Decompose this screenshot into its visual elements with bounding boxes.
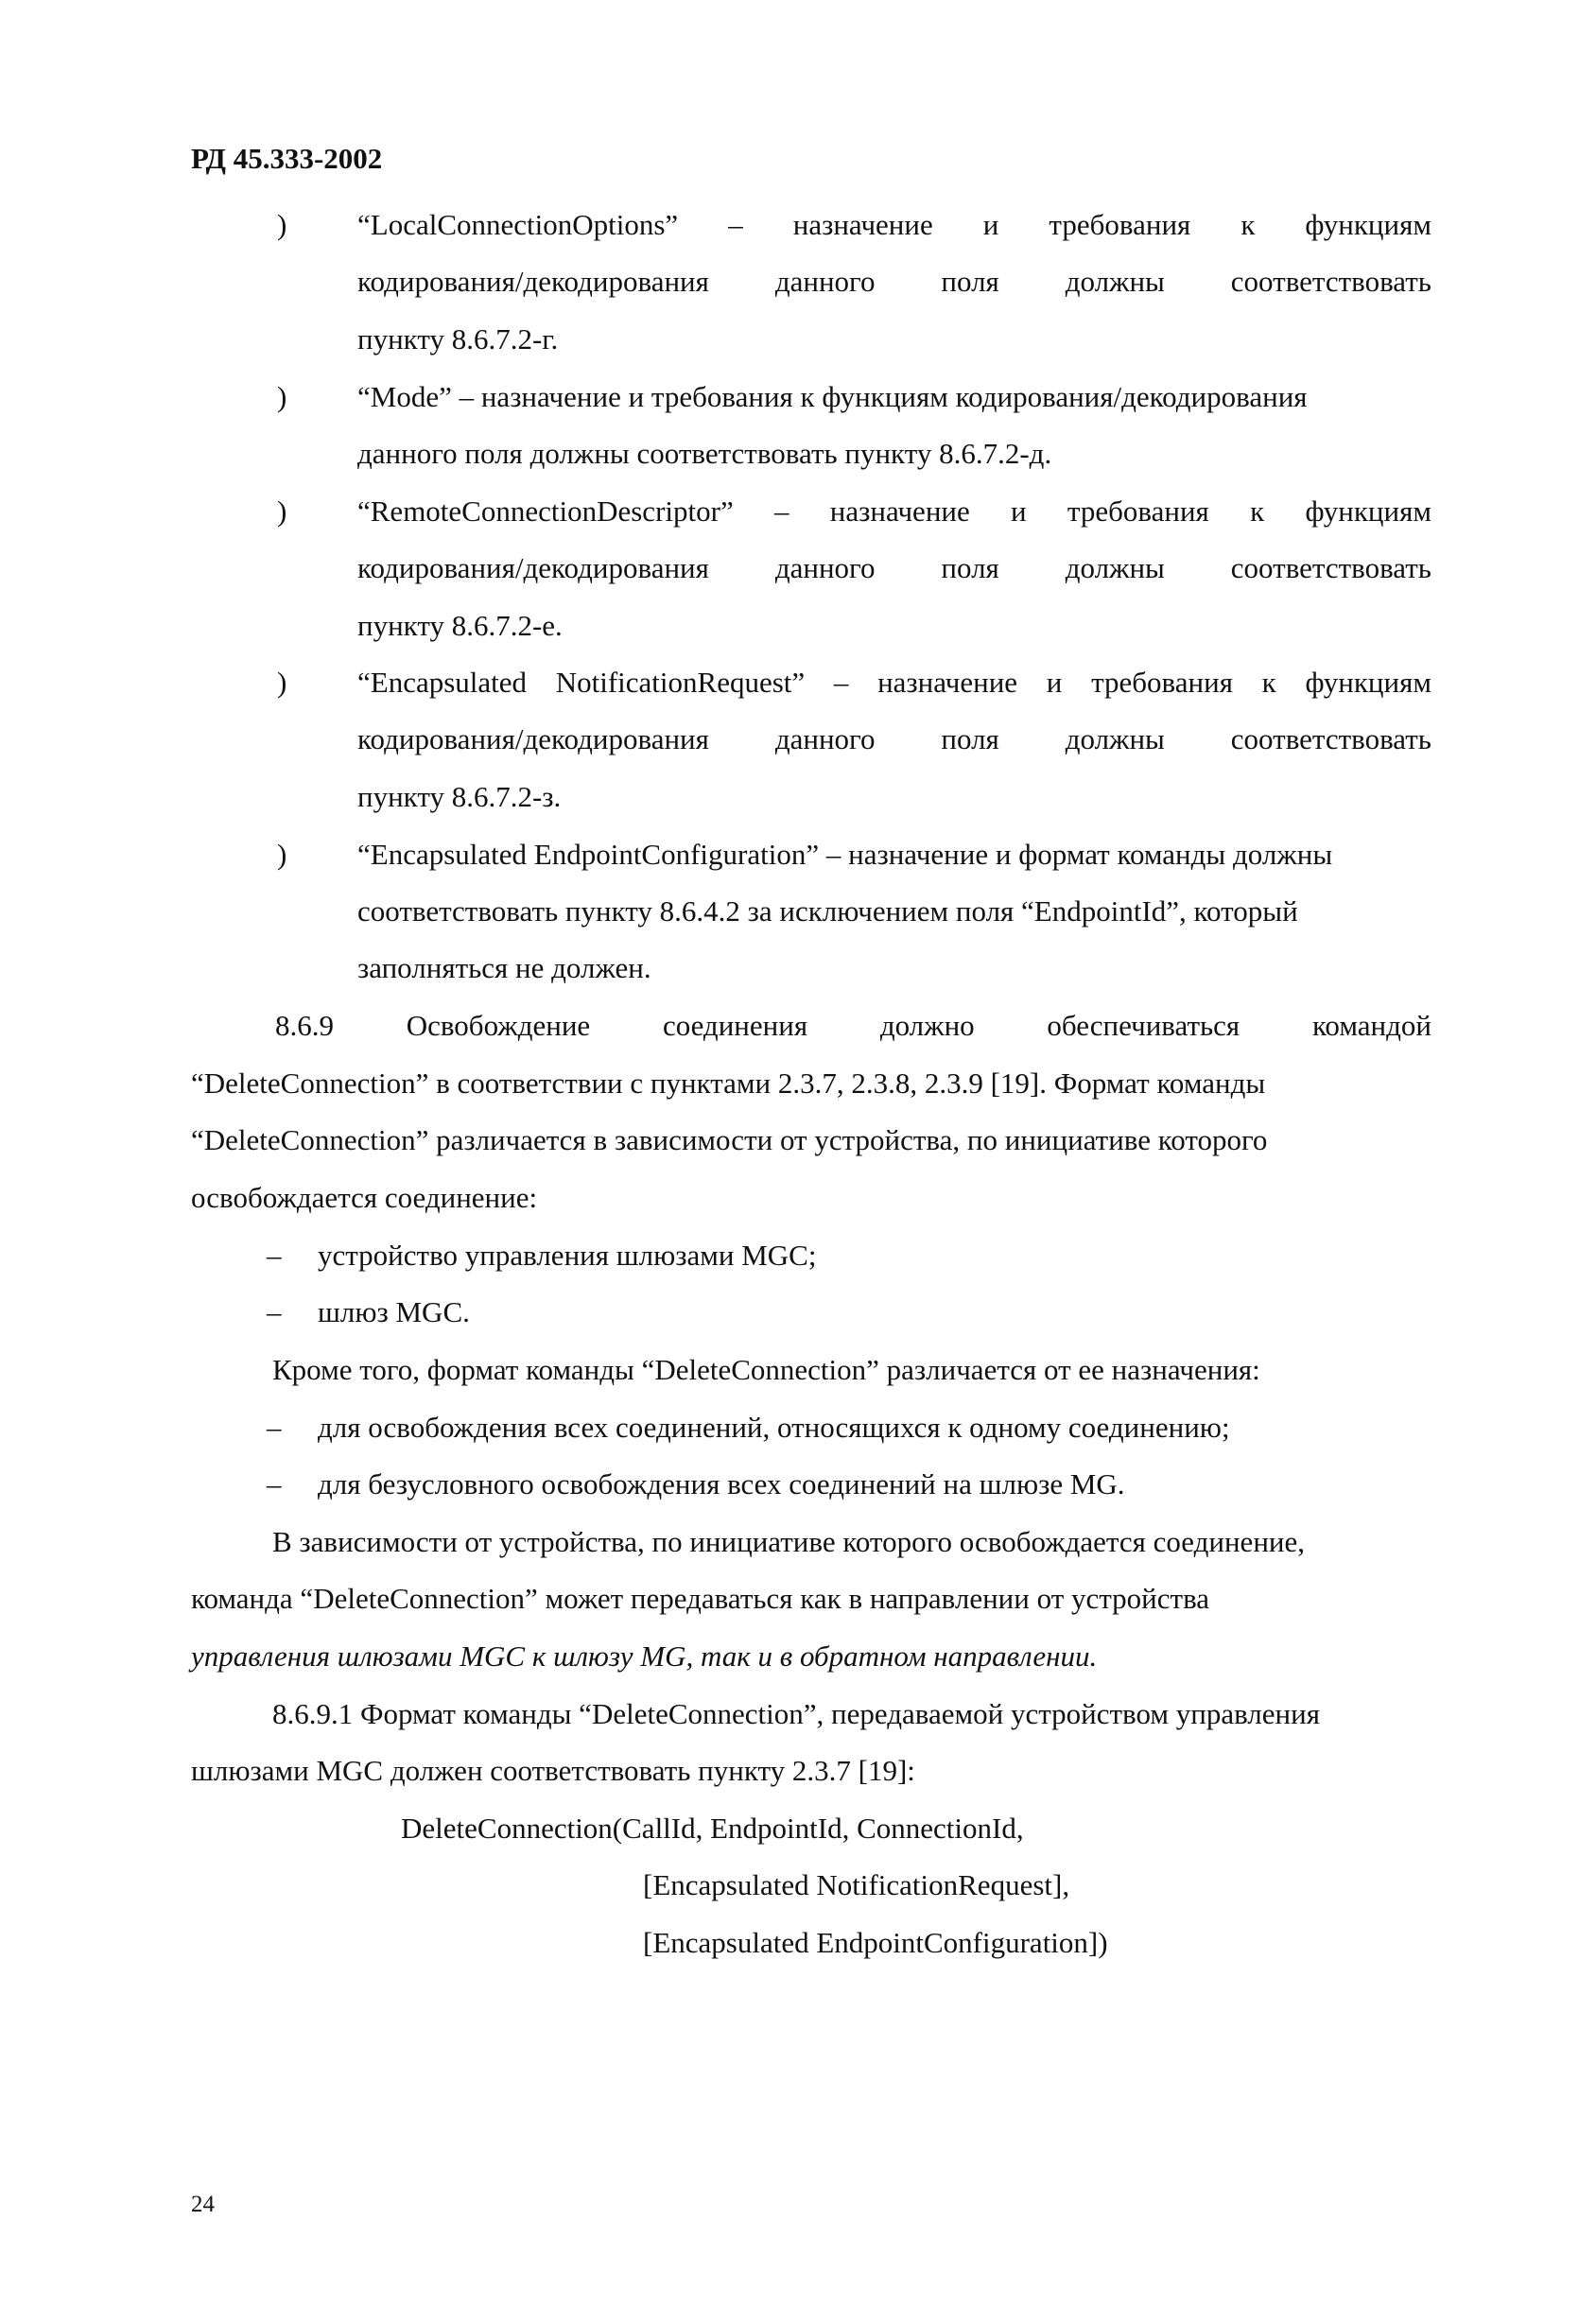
bullet-marker: )	[277, 380, 287, 413]
text-line: кодирования/декодирования данного поля должны соответствовать	[357, 265, 1431, 298]
text-line: данного поля должны соответствовать пункту 8.6.7.2-д.	[357, 437, 1052, 470]
text-line: шлюз MGC.	[318, 1295, 470, 1328]
dash-marker: –	[267, 1239, 282, 1272]
code-line: [Encapsulated EndpointConfiguration])	[643, 1926, 1108, 1959]
bullet-marker: )	[277, 838, 287, 871]
dash-marker: –	[267, 1411, 282, 1444]
document-header: РД 45.333-2002	[191, 142, 383, 175]
page-number: 24	[191, 2192, 215, 2217]
text-line: команда “DeleteConnection” может передаваться как в направлении от устройства	[191, 1582, 1210, 1615]
text-line: заполняться не должен.	[357, 951, 651, 984]
code-line: [Encapsulated NotificationRequest],	[643, 1868, 1070, 1901]
text-line: В зависимости от устройства, по инициативе которого освобождается соединение,	[272, 1525, 1306, 1558]
text-line: Кроме того, формат команды “DeleteConnection” различается от ее назначения:	[272, 1353, 1260, 1386]
text-line: 8.6.9.1 Формат команды “DeleteConnection”, передаваемой устройством управления	[272, 1697, 1320, 1730]
text-line: “DeleteConnection” в соответствии с пунктами 2.3.7, 2.3.8, 2.3.9 [19]. Формат команды	[191, 1067, 1266, 1100]
bullet-marker: )	[277, 494, 287, 528]
text-line: устройство управления шлюзами MGC;	[318, 1239, 817, 1272]
text-line: “Mode” – назначение и требования к функциям кодирования/декодирования	[357, 380, 1308, 413]
text-line: шлюзами MGC должен соответствовать пункту 2.3.7 [19]:	[191, 1754, 915, 1787]
text-line: “DeleteConnection” различается в зависимости от устройства, по инициативе которого	[191, 1123, 1268, 1156]
text-line: кодирования/декодирования данного поля должны соответствовать	[357, 722, 1431, 755]
text-line: “LocalConnectionOptions” – назначение и требования к функциям	[357, 208, 1431, 241]
text-line: пункту 8.6.7.2-е.	[357, 609, 563, 642]
code-line: DeleteConnection(CallId, EndpointId, ConnectionId,	[401, 1812, 1024, 1845]
text-line: освобождается соединение:	[191, 1181, 538, 1214]
text-line: для безусловного освобождения всех соединений на шлюзе MG.	[318, 1467, 1125, 1500]
text-line: 8.6.9 Освобождение соединения должно обеспечиваться командой	[275, 1009, 1431, 1042]
text-line: управления шлюзами MGC к шлюзу MG, так и в обратном направлении.	[191, 1639, 1098, 1673]
text-line: соответствовать пункту 8.6.4.2 за исключением поля “EndpointId”, который	[357, 894, 1298, 928]
bullet-marker: )	[277, 208, 287, 241]
dash-marker: –	[267, 1467, 282, 1500]
dash-marker: –	[267, 1295, 282, 1328]
text-line: “Encapsulated NotificationRequest” – назначение и требования к функциям	[357, 666, 1431, 699]
text-line: “RemoteConnectionDescriptor” – назначение и требования к функциям	[357, 494, 1431, 528]
bullet-marker: )	[277, 666, 287, 699]
text-line: пункту 8.6.7.2-г.	[357, 322, 559, 356]
text-line: для освобождения всех соединений, относящихся к одному соединению;	[318, 1411, 1230, 1444]
text-line: кодирования/декодирования данного поля должны соответствовать	[357, 551, 1431, 584]
text-line: “Encapsulated EndpointConfiguration” – назначение и формат команды должны	[357, 838, 1333, 871]
text-line: пункту 8.6.7.2-з.	[357, 780, 562, 813]
